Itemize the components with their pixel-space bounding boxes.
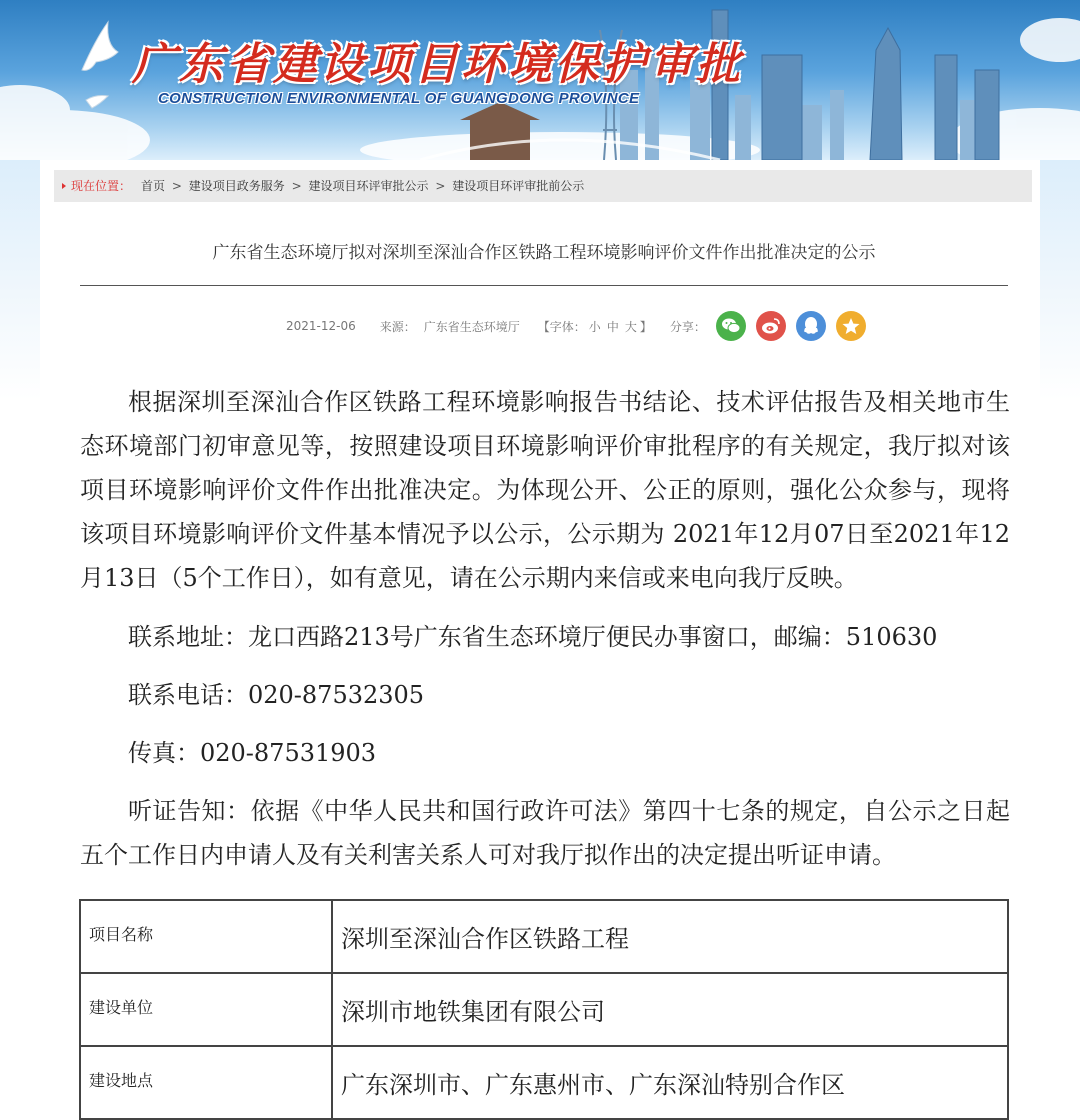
- site-subtitle: CONSTRUCTION ENVIRONMENTAL OF GUANGDONG PROVINCE: [158, 90, 640, 107]
- paragraph-address: 联系地址：龙口西路213号广东省生态环境厅便民办事窗口，邮编：510630: [128, 623, 938, 651]
- breadcrumb-link-gov-services[interactable]: 建设项目政务服务: [188, 179, 285, 193]
- breadcrumb-link-home[interactable]: 首页: [141, 179, 166, 193]
- source-label: 来源：: [379, 319, 416, 334]
- font-size-small-button[interactable]: 小: [588, 319, 601, 334]
- breadcrumb-label: 现在位置：: [71, 179, 132, 193]
- site-title: 广东省建设项目环境保护审批: [132, 39, 743, 90]
- wechat-share-icon[interactable]: [716, 311, 746, 341]
- table-cell-value: 深圳至深汕合作区铁路工程: [332, 900, 1008, 973]
- table-cell-label: 项目名称: [80, 900, 332, 973]
- font-size-medium-button[interactable]: 中: [606, 319, 619, 334]
- article-title: 广东省生态环境厅拟对深圳至深汕合作区铁路工程环境影响评价文件作出批准决定的公示: [212, 243, 876, 263]
- share-label: 分享：: [669, 319, 706, 334]
- title-divider: [80, 285, 1008, 286]
- table-row: [80, 973, 1008, 1046]
- qzone-share-icon[interactable]: [836, 311, 866, 341]
- breadcrumb-separator: >: [171, 179, 182, 193]
- breadcrumb-link-eia-notices[interactable]: 建设项目环评审批公示: [308, 179, 429, 193]
- table-row: [80, 900, 1008, 973]
- source-name: 广东省生态环境厅: [423, 319, 520, 334]
- article-meta: [286, 311, 866, 341]
- qq-share-icon[interactable]: [796, 311, 826, 341]
- font-size-large-button[interactable]: 大: [624, 319, 637, 334]
- table-cell-value: 广东深圳市、广东惠州市、广东深汕特别合作区: [332, 1046, 1008, 1119]
- breadcrumb-separator: >: [291, 179, 302, 193]
- sky-left: [0, 160, 40, 400]
- breadcrumb-link-pre-approval[interactable]: 建设项目环评审批前公示: [452, 179, 585, 193]
- table-cell-value: 深圳市地铁集团有限公司: [332, 973, 1008, 1046]
- sky-right: [1040, 160, 1080, 400]
- publish-date: 2021-12-06: [286, 319, 356, 333]
- paragraph-hearing: 听证告知：依据《中华人民共和国行政许可法》第四十七条的规定，自公示之日起五个工作日内申请人及有关利害关系人可对我厅拟作出的决定提出听证申请。: [80, 797, 1010, 869]
- weibo-share-icon[interactable]: [756, 311, 786, 341]
- site-banner: [0, 0, 1080, 160]
- paragraph-phone: 联系电话：020-87532305: [128, 681, 425, 709]
- article-body: [80, 380, 1010, 877]
- font-size-open: 【字体：: [537, 319, 586, 334]
- project-info-table: [79, 899, 1009, 1120]
- breadcrumb-arrow-icon: [62, 183, 66, 189]
- font-size-close: 】: [639, 319, 652, 334]
- breadcrumb-separator: >: [435, 179, 446, 193]
- table-cell-label: 建设地点: [80, 1046, 332, 1119]
- paragraph-main: 根据深圳至深汕合作区铁路工程环境影响报告书结论、技术评估报告及相关地市生态环境部门初审意见等，按照建设项目环境影响评价审批程序的有关规定，我厅拟对该项目环境影响评价文件作出批准决定。为体现公开、公正的原则，强化公众参与，现将该项目环境影响评价文件基本情况予以公示，公示期为 2021年12月07日至2021年12月13日（5个工作日），如有意见，请在公示期内来信或来电向我厅反映。: [80, 388, 1010, 592]
- table-cell-label: 建设单位: [80, 973, 332, 1046]
- paragraph-fax: 传真：020-87531903: [128, 739, 377, 767]
- breadcrumb: [54, 170, 1032, 202]
